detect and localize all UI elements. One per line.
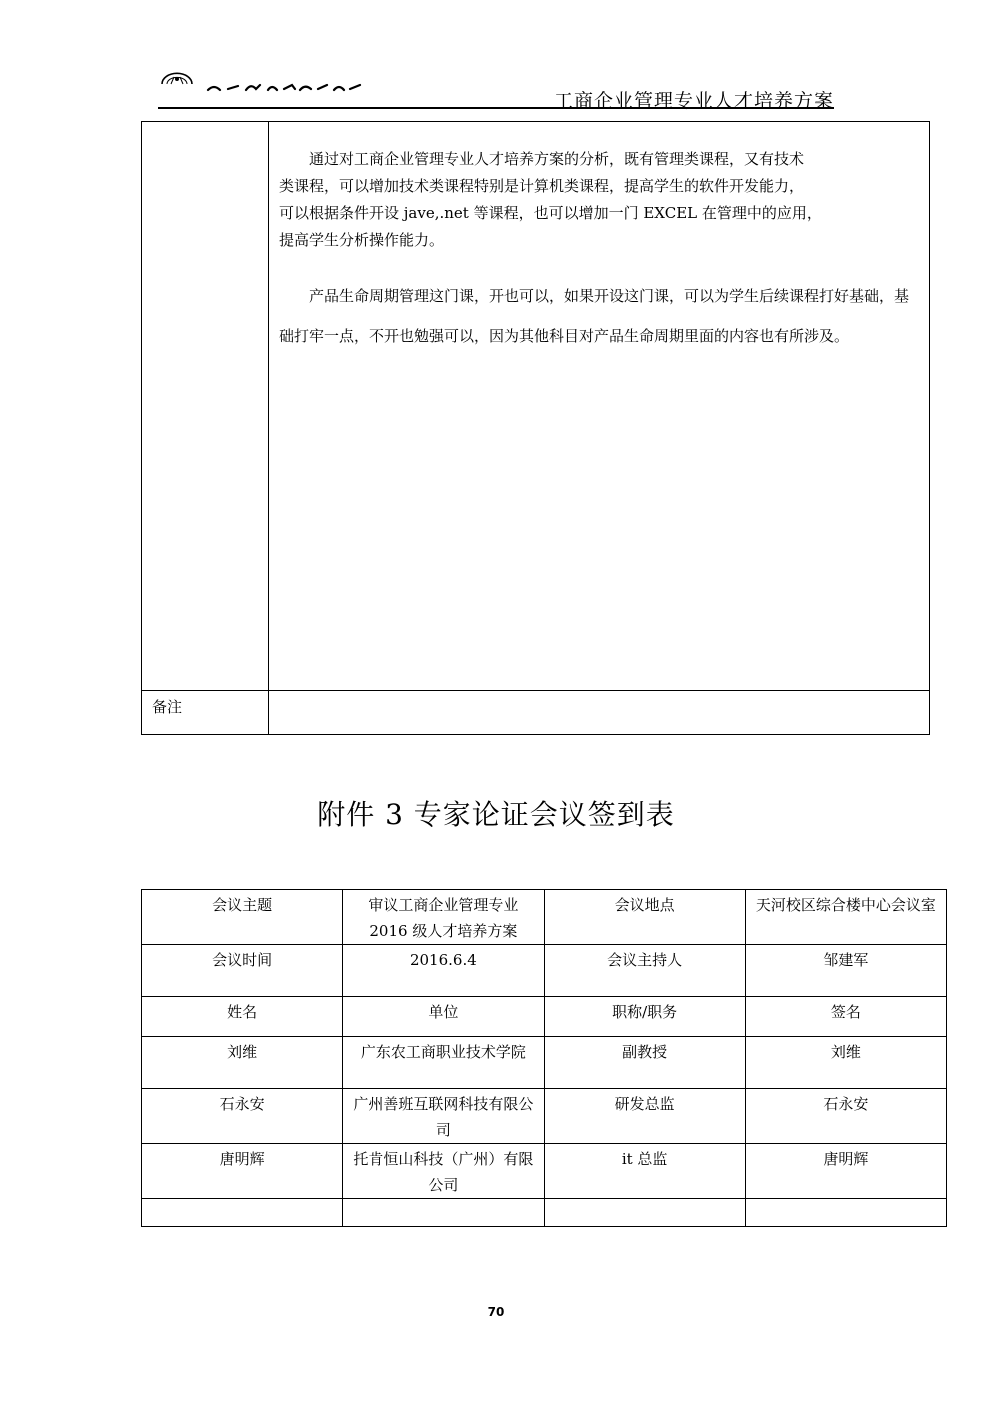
column-header-row (142, 997, 947, 1037)
comment-label-cell (142, 122, 269, 691)
table-cell (745, 1199, 946, 1227)
table-cell: 审议工商企业管理专业2016 级人才培养方案 (343, 890, 544, 945)
table-cell: 广东农工商职业技术学院 (343, 1037, 544, 1089)
table-cell: 刘维 (142, 1037, 343, 1089)
column-header: 单位 (343, 997, 544, 1037)
page-number: 70 (487, 1305, 505, 1319)
meeting-topic-row (142, 890, 947, 945)
table-row (142, 1144, 947, 1199)
sign-in-table (141, 889, 947, 1227)
comment-row (142, 122, 930, 691)
column-header: 签名 (745, 997, 946, 1037)
table-cell: 石永安 (745, 1089, 946, 1144)
remark-label: 备注 (142, 691, 269, 735)
school-logo (158, 72, 378, 94)
table-row (142, 1199, 947, 1227)
table-cell: 会议主题 (142, 890, 343, 945)
table-cell (544, 1199, 745, 1227)
column-header: 职称/职务 (544, 997, 745, 1037)
comment-paragraph-1 (279, 146, 919, 254)
column-header: 姓名 (142, 997, 343, 1037)
table-cell: 会议时间 (142, 945, 343, 997)
table-cell: it 总监 (544, 1144, 745, 1199)
table-cell: 刘维 (745, 1037, 946, 1089)
table-cell: 天河校区综合楼中心会议室 (745, 890, 946, 945)
table-cell: 邹建军 (745, 945, 946, 997)
comment-line: 可以根据条件开设 jave,.net 等课程，也可以增加一门 EXCEL 在管理中的应用， (279, 204, 822, 222)
table-cell: 研发总监 (544, 1089, 745, 1144)
table-cell: 唐明辉 (745, 1144, 946, 1199)
remark-value (269, 691, 930, 735)
table-cell (343, 1199, 544, 1227)
meeting-time-row (142, 945, 947, 997)
table-row (142, 1037, 947, 1089)
table-cell: 会议地点 (544, 890, 745, 945)
table-cell: 广州善班互联网科技有限公司 (343, 1089, 544, 1144)
evaluation-table (141, 121, 930, 735)
table-row (142, 1089, 947, 1144)
table-cell: 唐明辉 (142, 1144, 343, 1199)
remark-row (142, 691, 930, 735)
table-cell: 会议主持人 (544, 945, 745, 997)
table-cell: 石永安 (142, 1089, 343, 1144)
table-cell: 托肯恒山科技（广州）有限公司 (343, 1144, 544, 1199)
comment-line: 提高学生分析操作能力。 (279, 231, 445, 249)
table-cell: 副教授 (544, 1037, 745, 1089)
comment-line: 类课程，可以增加技术类课程特别是计算机类课程，提高学生的软件开发能力， (279, 177, 805, 195)
section-title: 附件 3 专家论证会议签到表 (317, 798, 675, 831)
table-cell: 2016.6.4 (343, 945, 544, 997)
comment-cell (269, 122, 930, 691)
table-cell (142, 1199, 343, 1227)
document-header-title: 工商企业管理专业人才培养方案 (553, 90, 834, 112)
comment-line: 通过对工商企业管理专业人才培养方案的分析，既有管理类课程，又有技术 (309, 150, 805, 168)
comment-paragraph-2: 产品生命周期管理这门课，开也可以，如果开设这门课，可以为学生后续课程打好基础，基础打牢一点，不开也勉强可以，因为其他科目对产品生命周期里面的内容也有所涉及。 (279, 287, 910, 345)
header-divider (158, 107, 834, 109)
